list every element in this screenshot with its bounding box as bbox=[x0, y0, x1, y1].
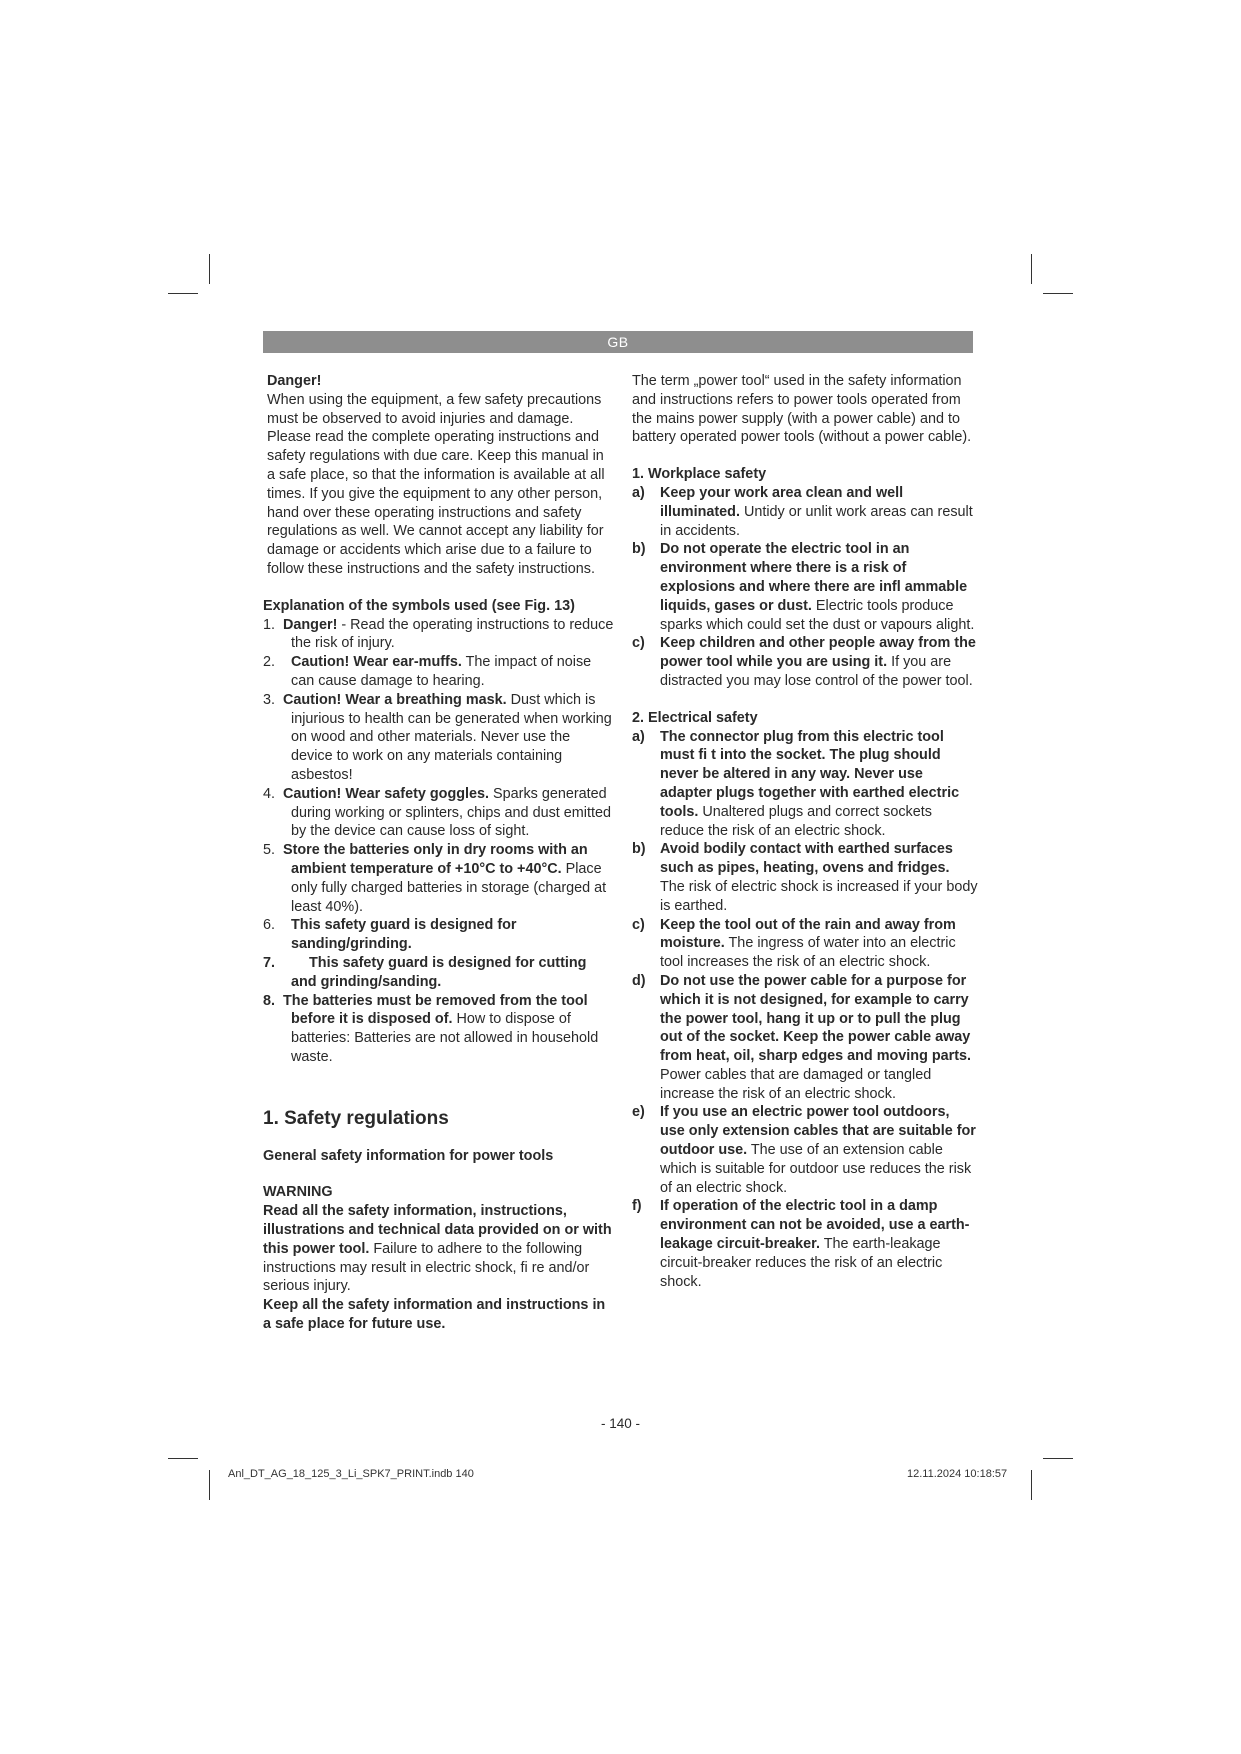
warning-text: Read all the safety information, instructions, illustrations and technical data provided on or with this power tool. Failure to adhere to the following instructions may result in electric shock, fi re and/or serious injury. bbox=[263, 1203, 612, 1295]
crop-mark bbox=[168, 1458, 198, 1459]
section-title: 1. Safety regulations bbox=[263, 1107, 449, 1129]
page-number: - 140 - bbox=[600, 1416, 641, 1431]
list-item: 7. This safety guard is designed for cutting and grinding/sanding. bbox=[263, 954, 587, 990]
list-item: b) Avoid bodily contact with earthed surfaces such as pipes, heating, ovens and fridges. The risk of electric shock is increased if your body is earthed. bbox=[632, 841, 978, 914]
list-item: 6. This safety guard is designed for sanding/grinding. bbox=[263, 917, 517, 953]
list-item: 8. The batteries must be removed from the tool before it is disposed of. How to dispose of batteries: Batteries are not allowed in household waste. bbox=[263, 992, 599, 1065]
crop-mark bbox=[209, 1470, 210, 1500]
list-item: c) Keep children and other people away from the power tool while you are using it. If you are distracted you may lose control of the power tool. bbox=[632, 635, 976, 689]
symbols-heading: Explanation of the symbols used (see Fig. 13) bbox=[263, 597, 575, 614]
crop-mark bbox=[209, 254, 210, 284]
general-heading: General safety information for power tools bbox=[263, 1147, 554, 1164]
crop-mark bbox=[1031, 254, 1032, 284]
symbols-list bbox=[263, 616, 615, 1067]
list-item: b) Do not operate the electric tool in an environment where there is a risk of explosions and where there are infl ammable liquids, gases or dust. Electric tools produce sparks which could set the dust or vapours alight. bbox=[632, 541, 975, 633]
list-item: 4. Caution! Wear safety goggles. Sparks generated during working or splinters, chips and dust emitted by the device can cause loss of sight. bbox=[263, 785, 611, 840]
list-item: 3. Caution! Wear a breathing mask. Dust which is injurious to health can be generated when working on wood and other materials. Never use the device to work on any materials containing asbestos! bbox=[263, 691, 612, 783]
crop-mark bbox=[1043, 1458, 1073, 1459]
list-item: 5. Store the batteries only in dry rooms with an ambient temperature of +10°C to +40°C. Place only fully charged batteries in storage (charged at least 40%). bbox=[263, 842, 607, 915]
crop-mark bbox=[1043, 293, 1073, 294]
left-column bbox=[263, 372, 615, 1334]
crop-mark bbox=[1031, 1470, 1032, 1500]
list-item: d) Do not use the power cable for a purpose for which it is not designed, for example to carry the power tool, hang it up or to pull the plug out of the socket. Keep the power cable away from heat, oil, sharp edges and moving parts. Power cables that are damaged or tangled increase the risk of an electric shock. bbox=[632, 972, 972, 1102]
list-item: a) The connector plug from this electric tool must fi t into the socket. The plug should never be altered in any way. Never use adapter plugs together with earthed electric tools. Unaltered plugs and correct sockets reduce the risk of an electric shock. bbox=[632, 728, 960, 839]
footer-file: Anl_DT_AG_18_125_3_Li_SPK7_PRINT.indb 140 bbox=[228, 1468, 474, 1480]
list-item: f) If operation of the electric tool in a damp environment can not be avoided, use a earth-leakage circuit-breaker. The earth-leakage circuit-breaker reduces the risk of an electric shock. bbox=[632, 1198, 970, 1290]
section-heading: 1. Workplace safety bbox=[632, 466, 767, 483]
list-item: c) Keep the tool out of the rain and away from moisture. The ingress of water into an electric tool increases the risk of an electric shock. bbox=[632, 916, 956, 971]
section-heading: 2. Electrical safety bbox=[632, 709, 758, 726]
right-column bbox=[632, 372, 978, 1291]
list-item: e) If you use an electric power tool outdoors, use only extension cables that are suitable for outdoor use. The use of an extension cable which is suitable for outdoor use reduces the risk of an electric shock. bbox=[632, 1104, 976, 1196]
crop-mark bbox=[168, 293, 198, 294]
list-item: 2. Caution! Wear ear-muffs. The impact of noise can cause damage to hearing. bbox=[263, 654, 592, 689]
danger-heading: Danger! bbox=[267, 373, 322, 389]
intro-text: The term „power tool“ used in the safety information and instructions refers to power tools operated from the mains power supply (with a power cable) and to battery operated power tools (without a power cable). bbox=[632, 373, 972, 446]
list-item: a) Keep your work area clean and well illuminated. Untidy or unlit work areas can result in accidents. bbox=[632, 484, 973, 539]
list-item: 1. Danger! - Read the operating instructions to reduce the risk of injury. bbox=[263, 616, 614, 652]
danger-text: When using the equipment, a few safety precautions must be observed to avoid injuries and damage. Please read the complete operating instructions and safety regulations with due care. Keep this manual in a safe place, so that the information is available at all times. If you give the equipment to any other person, hand over these operating instructions and safety regulations as well. We cannot accept any liability for damage or accidents which arise due to a failure to follow these instructions and the safety instructions. bbox=[267, 391, 605, 577]
language-band: GB bbox=[263, 331, 973, 353]
warning-heading: WARNING bbox=[263, 1184, 333, 1201]
footer-timestamp: 12.11.2024 10:18:57 bbox=[907, 1468, 1008, 1480]
keep-text: Keep all the safety information and instructions in a safe place for future use. bbox=[263, 1297, 606, 1333]
